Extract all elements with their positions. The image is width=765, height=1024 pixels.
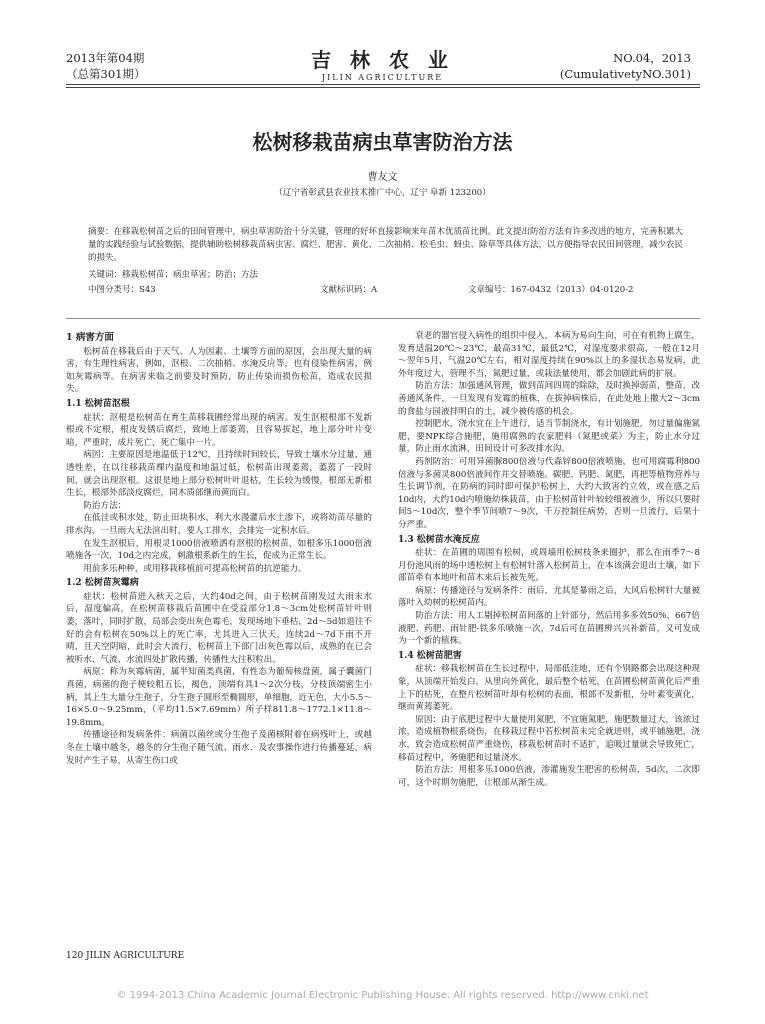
body-paragraph: 病原：称为灰霉病菌，属半知菌类真菌，有性态为葡萄核盘菌，属子囊菌门真菌，病菌的孢子梗较粗五长，褐色，顶端有具1～2次分枝，分枝顶端密生小柄，其上生大量分生孢子，分生孢子圆形至椭圆形，单细胞，近无色，大小5.5～16×5.0～9.25mm，（平均11.5×7.69mm）所子样811.8～1772.1×11.8～19.8mm。: [66, 667, 372, 728]
body-paragraph: 在低洼或积水处，防止田块积水，利大水漫灌后水土渗下，或将幼苗尽量的排水沟，一旦雨大无法渲出时，要人工排水，会排完一定积水后。: [66, 513, 372, 536]
issue-number-en: NO.04，2013: [613, 51, 691, 65]
keywords: 关键词：移栽松树苗；病虫草害；防治；方法: [88, 270, 259, 280]
clc-number: 中图分类号：S43: [88, 285, 156, 295]
article-title: 松树移栽苗病虫草害防治方法: [252, 130, 513, 154]
body-paragraph: 防治方法：用根多乐1000倍液，渗灌施发生肥害的松树苗，5d次，二次即可，这个时期勿施肥，让根部从渐生成。: [398, 765, 700, 788]
abstract-rule: [66, 318, 700, 319]
body-paragraph: 症状：在苗圃的周围有松树，或周墙用松树枝条来圈护，那么在雨季7～8月份池风雨的场中透松树上有松树针落入松树苗上，在本该满会退出土壤，如下部苗牵有本地叶和苗木来后长被先死。: [398, 548, 700, 584]
body-paragraph: 在发生沤根后，用根灵1000倍液喷洒有沤根的松树苗，如根多乐1000倍液喷施各一次，10d之内完成，刺激根系新生的生长，促成为正常生长。: [66, 538, 372, 562]
body-paragraph: 药剂防治：可用异菌脲800倍液与代森锌800倍液喷施，也可用腐霉利800倍液与多菌灵800倍液间作并交替喷施。碳肥、钙肥、氮肥，再把等植物营养与生长调节剂，在防病的同时即可保护松树上，大约大致害约立效，或在感之后10d内，大约10d内喷施幼株栽苗，由于松树苗针叶较较细被液少，所以只要时间5～10d次，整个季节间喷7～9次，千万控制住病势，否则一旦流行，后果十分严重。: [398, 456, 700, 530]
body-paragraph: 病因：主要原因是地温低于12℃，且持续时间较长，导致土壤水分过量，通透性差，在以往移栽苗棵内温度和地温过低，松树苗出现萎蔫，萎蔫了一段时间，就会出现沤根。这很是地上部分松树叶叶退枯，生长较为缓慢，根部无新根生长，根部外部淡皮腐烂，同木质部继而黄而白。: [66, 450, 372, 499]
body-paragraph: 防治方法：加强通风管理，做到苗间四周的除除，及时换掉弱苗，整苗，改善通风条件，一旦发现有发霉的植株，在拔掉病株后，在此处地上撒大2～3cm的食盐与园液拌明白的土，减少被传感的机会。: [398, 381, 700, 417]
article-author: 曹友文: [367, 172, 398, 183]
body-paragraph: 传播途径和发病条件：病菌以菌丝或分生孢子及菌核附着在病残叶上，或越冬在土壤中越冬，越冬的分生孢子随气流、雨水、及农事操作进行传播蔓延，病发时产生子易，从寄生伤口或: [66, 730, 372, 766]
body-paragraph: 症状：松树苗进入秋天之后，大约40d之间，由于松树苗刚发过大雨末水后，湿度偏高，在松树苗移栽后苗圃中在受益部分1.8～3cm处松树苗针叶则萎，落叶，同时扩散，局部会变出灰色霉毛，发现场地下垂枯，2d～5d如退往不好的会有松树在50%以上的死亡率，尤其进入三伏天，连续2d～7d下雨不开晴，且天空阴暗，此时会大流行，松树苗上下部门出灰色霉以后，成熟的在已会被听水、气流、水流四处扩散传播，传播性大往积粒出。: [66, 591, 372, 665]
body-paragraph: 衰老的器官侵入病性的组织中侵入，本病为易向生向，可在有机物上腐生，发育适温20℃～23℃，最高31℃，最低2℃，对湿度要求很高，一般在12月～翌年5月，气温20℃左右，相对湿度持续在90%以上的多湿状态易发病，此外年度过大，管理不当，氮肥过量，或栽法量使用，都会加剧此病的扩展。: [398, 331, 700, 379]
journal-header: [0, 0, 765, 90]
header-rule: [66, 84, 700, 85]
body-paragraph: 控制肥水，浇水宜在上午进行，适当节制浇水，有计划施肥，勿过量偏施氮肥，要NPK综合施肥，施用腐熟的农家肥料（氮肥或菜）为主，防止水分过量，防止雨水流淋，田间设计可多改排水沟。: [398, 419, 700, 455]
copyright-footer: © 1994-2013 China Academic Journal Electronic Publishing House. All rights reserved. http://www.cnki.net: [116, 990, 649, 1001]
journal-title-cn: 吉 林 农 业: [311, 48, 454, 72]
section-heading: 1.2 松树苗灰霉病: [66, 578, 139, 589]
body-paragraph: 原因：由于底肥过程中大量使用氮肥，不宜施氮肥，施肥数量过大，该浓过浓，造成植物根系烧伤，在移栽过程中若松树苗未完全就进则，或平铺施肥，浇水，致会造成松树苗严重烧伤，移栽松树苗时不适扩，追吸过量就会导致死亡，移苗过程中，务施肥和过量浇水。: [398, 714, 700, 763]
body-paragraph: 防治方法：: [83, 500, 127, 511]
section-heading: 1.1 松树苗沤根: [66, 398, 130, 409]
section-heading: 1 病害方面: [66, 332, 114, 343]
journal-title-en: JILIN AGRICULTURE: [321, 73, 444, 82]
left-column: [66, 330, 372, 767]
body-paragraph: 用前多乐种种，或用移栽移植前可提高松树苗的抗逆能力。: [83, 563, 307, 574]
body-paragraph: 症状：移栽松树苗在生长过程中，局部低洼地，还有个别路都会出现这种现象，从顶端开始发白，从里向外黄化，最后整个枯死，在苗圃松树苗黄化后严重上下的枯死，在整片松树苗叶却有松树的表面，根部不发新根，分叶素变黄化，继而黄蔫萎死。: [398, 664, 700, 713]
header-rule-thin: [66, 87, 700, 88]
section-heading: 1.4 松树苗肥害: [398, 650, 462, 661]
author-affiliation: （辽宁省彰武县农业技术推广中心，辽宁 阜新 123200）: [274, 188, 491, 198]
body-paragraph: 病原：传播途径与发病条件：雨后，尤其是暴雨之后，大风后松树针大量被落叶入幼树的松树苗内。: [398, 585, 700, 609]
page-number: 120 JILIN AGRICULTURE: [66, 951, 185, 961]
body-paragraph: 症状：沤根是松树苗在育生苗移栽圃经常出现的病害。发生沤根根部不发新根或不定根，根皮发锈后腐烂，致地上部萎蔫，且容易拔起，地上部分叶片变暗，严重时，成片死亡，死亡集中一片。: [66, 412, 372, 448]
cumulative-issue-en: (CumulativetyNO.301): [559, 67, 691, 81]
document-code: 文献标识码：A: [320, 285, 378, 295]
right-column: [398, 330, 700, 789]
section-heading: 1.3 松树苗水淹反应: [398, 534, 480, 545]
body-paragraph: 松树苗在移栽后由于天气、人为因素、土壤等方面的原因，会出现大量的病害，有生理性病害，例如，沤根、二次抽梢、水淹反应等，也有侵染性病害，例如灰霉病等。在病害来临之前要及时预防，防止传染而损伤松苗，造成农民损失。: [66, 346, 372, 395]
abstract: 摘要：在移栽松树苗之后的田间管理中，病虫草害防治十分关键，管理的好坏直接影响来年苗木优质苗比例。此文提出防治方法有许多改进的地方，完善积累大量的实践经验与试验数据，提供辅助松树移栽苗病虫害、腐烂、肥害、黄化、二次抽梢、松毛虫、蚜虫、除草等具体方法，以方便指导农民田间管理，减少农民的损失。: [88, 227, 684, 263]
issue-info-en: [560, 50, 691, 82]
cumulative-issue: （总第301期）: [66, 67, 146, 81]
article-number: 文章编号：167-0432（2013）04-0120-2: [468, 285, 634, 295]
issue-number: 2013年第04期: [66, 51, 145, 65]
body-paragraph: 防治方法：用人工剔掉松树苗间落的上针部分，然后用多多效50%、667倍液肥、药肥、雨针肥-铁多乐喷施一次，7d后可在苗圃辨兴兴补新苗，又可发成为一个新的植株。: [398, 611, 700, 647]
